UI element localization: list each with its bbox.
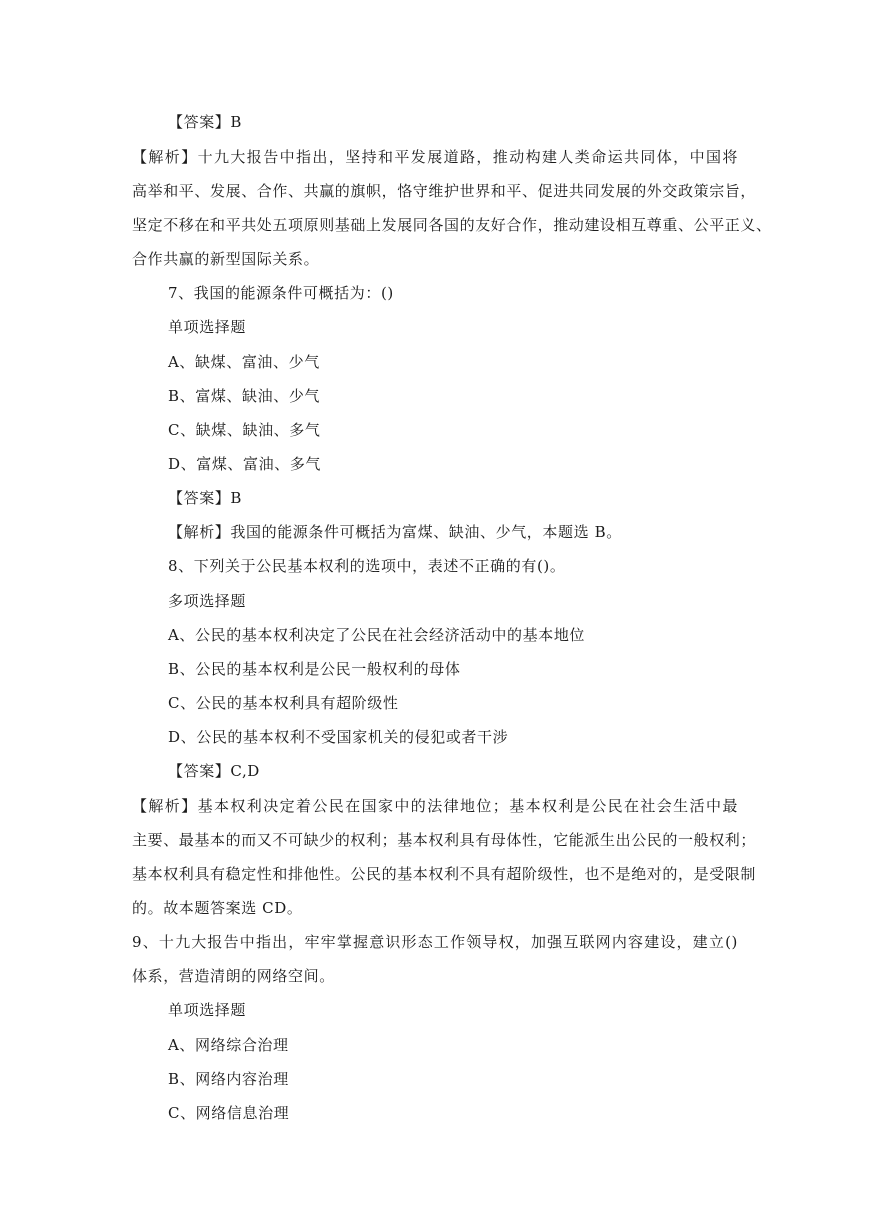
q8-analysis-line-1: 【解析】基本权利决定着公民在国家中的法律地位；基本权利是公民在社会生活中最 <box>132 797 738 815</box>
q8-question: 8、下列关于公民基本权利的选项中，表述不正确的有()。 <box>168 557 566 575</box>
q6-analysis-line-3: 坚定不移在和平共处五项原则基础上发展同各国的友好合作，推动建设相互尊重、公平正义、 <box>132 216 772 234</box>
q8-option-c: C、公民的基本权利具有超阶级性 <box>168 694 399 712</box>
q8-option-d: D、公民的基本权利不受国家机关的侵犯或者干涉 <box>168 728 509 746</box>
q6-answer: 【答案】B <box>168 113 243 131</box>
q8-analysis-line-4: 的。故本题答案选 CD。 <box>132 899 303 917</box>
q8-type: 多项选择题 <box>168 592 247 610</box>
q7-option-a: A、缺煤、富油、少气 <box>168 353 320 371</box>
q8-option-a: A、公民的基本权利决定了公民在社会经济活动中的基本地位 <box>168 626 586 644</box>
q6-analysis-line-1: 【解析】十九大报告中指出，坚持和平发展道路，推动构建人类命运共同体，中国将 <box>132 148 738 166</box>
q9-question-line-1: 9、十九大报告中指出，牢牢掌握意识形态工作领导权，加强互联网内容建设，建立() <box>132 933 738 951</box>
q7-option-b: B、富煤、缺油、少气 <box>168 387 321 405</box>
q8-analysis-line-3: 基本权利具有稳定性和排他性。公民的基本权利不具有超阶级性，也不是绝对的，是受限制 <box>132 865 757 883</box>
q7-question: 7、我国的能源条件可概括为：() <box>168 284 394 302</box>
q8-analysis-line-2: 主要、最基本的而又不可缺少的权利；基本权利具有母体性，它能派生出公民的一般权利； <box>132 831 757 849</box>
q9-option-c: C、网络信息治理 <box>168 1104 290 1122</box>
q7-type: 单项选择题 <box>168 318 247 336</box>
q6-analysis-line-2: 高举和平、发展、合作、共赢的旗帜，恪守维护世界和平、促进共同发展的外交政策宗旨， <box>132 182 757 200</box>
q9-option-a: A、网络综合治理 <box>168 1036 289 1054</box>
q9-question-line-2: 体系，营造清朗的网络空间。 <box>132 967 335 985</box>
q7-analysis: 【解析】我国的能源条件可概括为富煤、缺油、少气，本题选 B。 <box>168 523 622 541</box>
q6-analysis-line-4: 合作共赢的新型国际关系。 <box>132 250 320 268</box>
q9-type: 单项选择题 <box>168 1001 247 1019</box>
q8-option-b: B、公民的基本权利是公民一般权利的母体 <box>168 660 461 678</box>
q9-option-b: B、网络内容治理 <box>168 1070 289 1088</box>
q7-option-d: D、富煤、富油、多气 <box>168 455 322 473</box>
q7-answer: 【答案】B <box>168 489 243 507</box>
q7-option-c: C、缺煤、缺油、多气 <box>168 421 321 439</box>
q8-answer: 【答案】C,D <box>168 762 260 780</box>
